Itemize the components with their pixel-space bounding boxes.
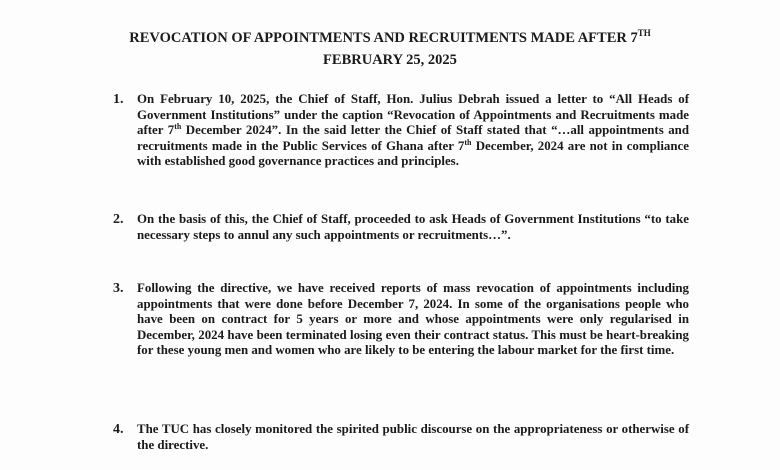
title-superscript: TH — [637, 28, 651, 38]
item-paragraph — [137, 92, 689, 170]
item-number: 4. — [113, 422, 124, 437]
paragraph-superscript: th — [174, 122, 182, 131]
paragraph-text: On February 10, 2025, the Chief of Staff, Hon. Julius Debrah issued a letter to “All Heads of Government Institutions” under the caption “Revocation of Appointments and Recruitments made after 7 — [137, 92, 689, 137]
item-paragraph — [137, 212, 689, 243]
paragraph-text: On the basis of this, the Chief of Staff, proceeded to ask Heads of Government Institutions “to take necessary steps to annul any such appointments or recruitments…”. — [137, 212, 689, 242]
paragraph-text: December, 2024 are not in compliance with established good governance practices and principles. — [137, 138, 689, 168]
item-number: 2. — [113, 212, 124, 227]
item-paragraph — [137, 422, 689, 453]
paragraph-text: The TUC has closely monitored the spirited public discourse on the appropriateness or otherwise of the directive. — [137, 422, 689, 452]
paragraph-text: December 2024”. In the said letter the Chief of Staff stated that “…all appointments and recruitments made in the Public Services of Ghana after 7 — [137, 123, 689, 153]
paragraph-text: Following the directive, we have received reports of mass revocation of appointments including appointments that were done before December 7, 2024. In some of the organisations people who have been on contract for 5 years or more and whose appointments were only regularised in December, 2024 have been terminated losing even their contract status. This must be heart-breaking for these young men and women who are likely to be entering the labour market for the first time. — [137, 281, 689, 357]
document-title — [0, 24, 780, 47]
document-date: FEBRUARY 25, 2025 — [323, 52, 457, 68]
item-number: 3. — [113, 281, 124, 296]
item-paragraph — [137, 281, 689, 359]
paragraph-superscript: th — [464, 137, 472, 147]
title-text: REVOCATION OF APPOINTMENTS AND RECRUITMENTS MADE AFTER 7 — [129, 30, 638, 46]
item-number: 1. — [113, 92, 124, 107]
